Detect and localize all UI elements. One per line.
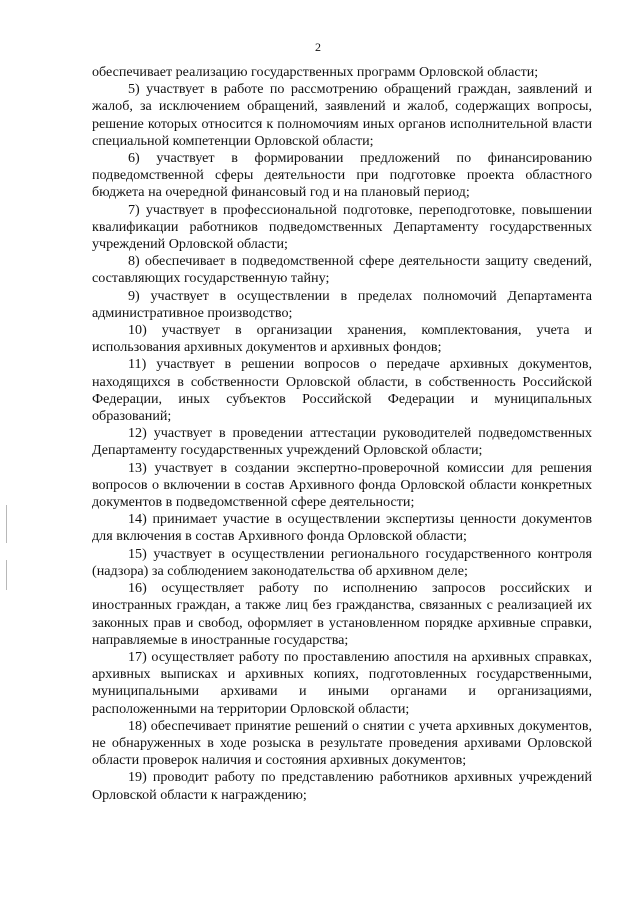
paragraph-item-8: 8) обеспечивает в подведомственной сфере деятельности защиту сведений, составляющих государственную тайну; (92, 253, 592, 287)
paragraph-item-9: 9) участвует в осуществлении в пределах полномочий Департамента административное производство; (92, 287, 592, 321)
paragraph-item-18: 18) обеспечивает принятие решений о снятии с учета архивных документов, не обнаруженных в ходе розыска в результате проведения архивами Орловской области проверок наличия и состояния архивных документов; (92, 717, 592, 769)
paragraph-continuation: обеспечивает реализацию государственных программ Орловской области; (92, 64, 539, 80)
paragraph-item-13: 13) участвует в создании экспертно-проверочной комиссии для решения вопросов о включении в состав Архивного фонда Орловской области конкретных документов в подведомственной сфере деятельности; (92, 459, 592, 511)
paragraph-item-15: 15) участвует в осуществлении регионального государственного контроля (надзора) за соблюдением законодательства об архивном деле; (92, 545, 592, 579)
document-body (92, 64, 592, 804)
paragraph-item-7: 7) участвует в профессиональной подготовке, переподготовке, повышении квалификации работников подведомственных Департаменту государственных учреждений Орловской области; (92, 201, 592, 253)
page-number: 2 (315, 40, 321, 54)
paragraph-item-16: 16) осуществляет работу по исполнению запросов российских и иностранных граждан, а также лиц без гражданства, связанных с реализацией их законных прав и свобод, оформляет в установленном порядке архивные справки, направляемые в иностранные государства; (92, 580, 592, 648)
paragraph-item-10: 10) участвует в организации хранения, комплектования, учета и использования архивных документов и архивных фондов; (92, 322, 592, 356)
paragraph-item-5: 5) участвует в работе по рассмотрению обращений граждан, заявлений и жалоб, за исключением обращений, заявлений и жалоб, содержащих вопросы, решение которых относится к полномочиям иных органов исполнительной власти специальной компетенции Орловской области; (92, 81, 592, 149)
paragraph-item-12: 12) участвует в проведении аттестации руководителей подведомственных Департаменту государственных учреждений Орловской области; (92, 425, 592, 459)
paragraph-item-11: 11) участвует в решении вопросов о передаче архивных документов, находящихся в собственности Орловской области, в собственность Российской Федерации, иных субъектов Российской Федерации и муниципальных образований; (92, 356, 592, 425)
paragraph-item-6: 6) участвует в формировании предложений по финансированию подведомственной сферы деятельности при подготовке проекта областного бюджета на очередной финансовый год и на плановый период; (92, 150, 592, 201)
paragraph-item-19: 19) проводит работу по представлению работников архивных учреждений Орловской области к награждению; (92, 769, 592, 803)
scan-artifact-left-lower (6, 560, 7, 590)
paragraph-item-17: 17) осуществляет работу по проставлению апостиля на архивных справках, архивных выписках и архивных копиях, подготовленных государственными, муниципальными архивами и иными органами и организациями, расположенными на территории Орловской области; (92, 648, 592, 717)
paragraph-item-14: 14) принимает участие в осуществлении экспертизы ценности документов для включения в состав Архивного фонда Орловской области; (92, 511, 592, 545)
scan-artifact-left (6, 505, 7, 543)
